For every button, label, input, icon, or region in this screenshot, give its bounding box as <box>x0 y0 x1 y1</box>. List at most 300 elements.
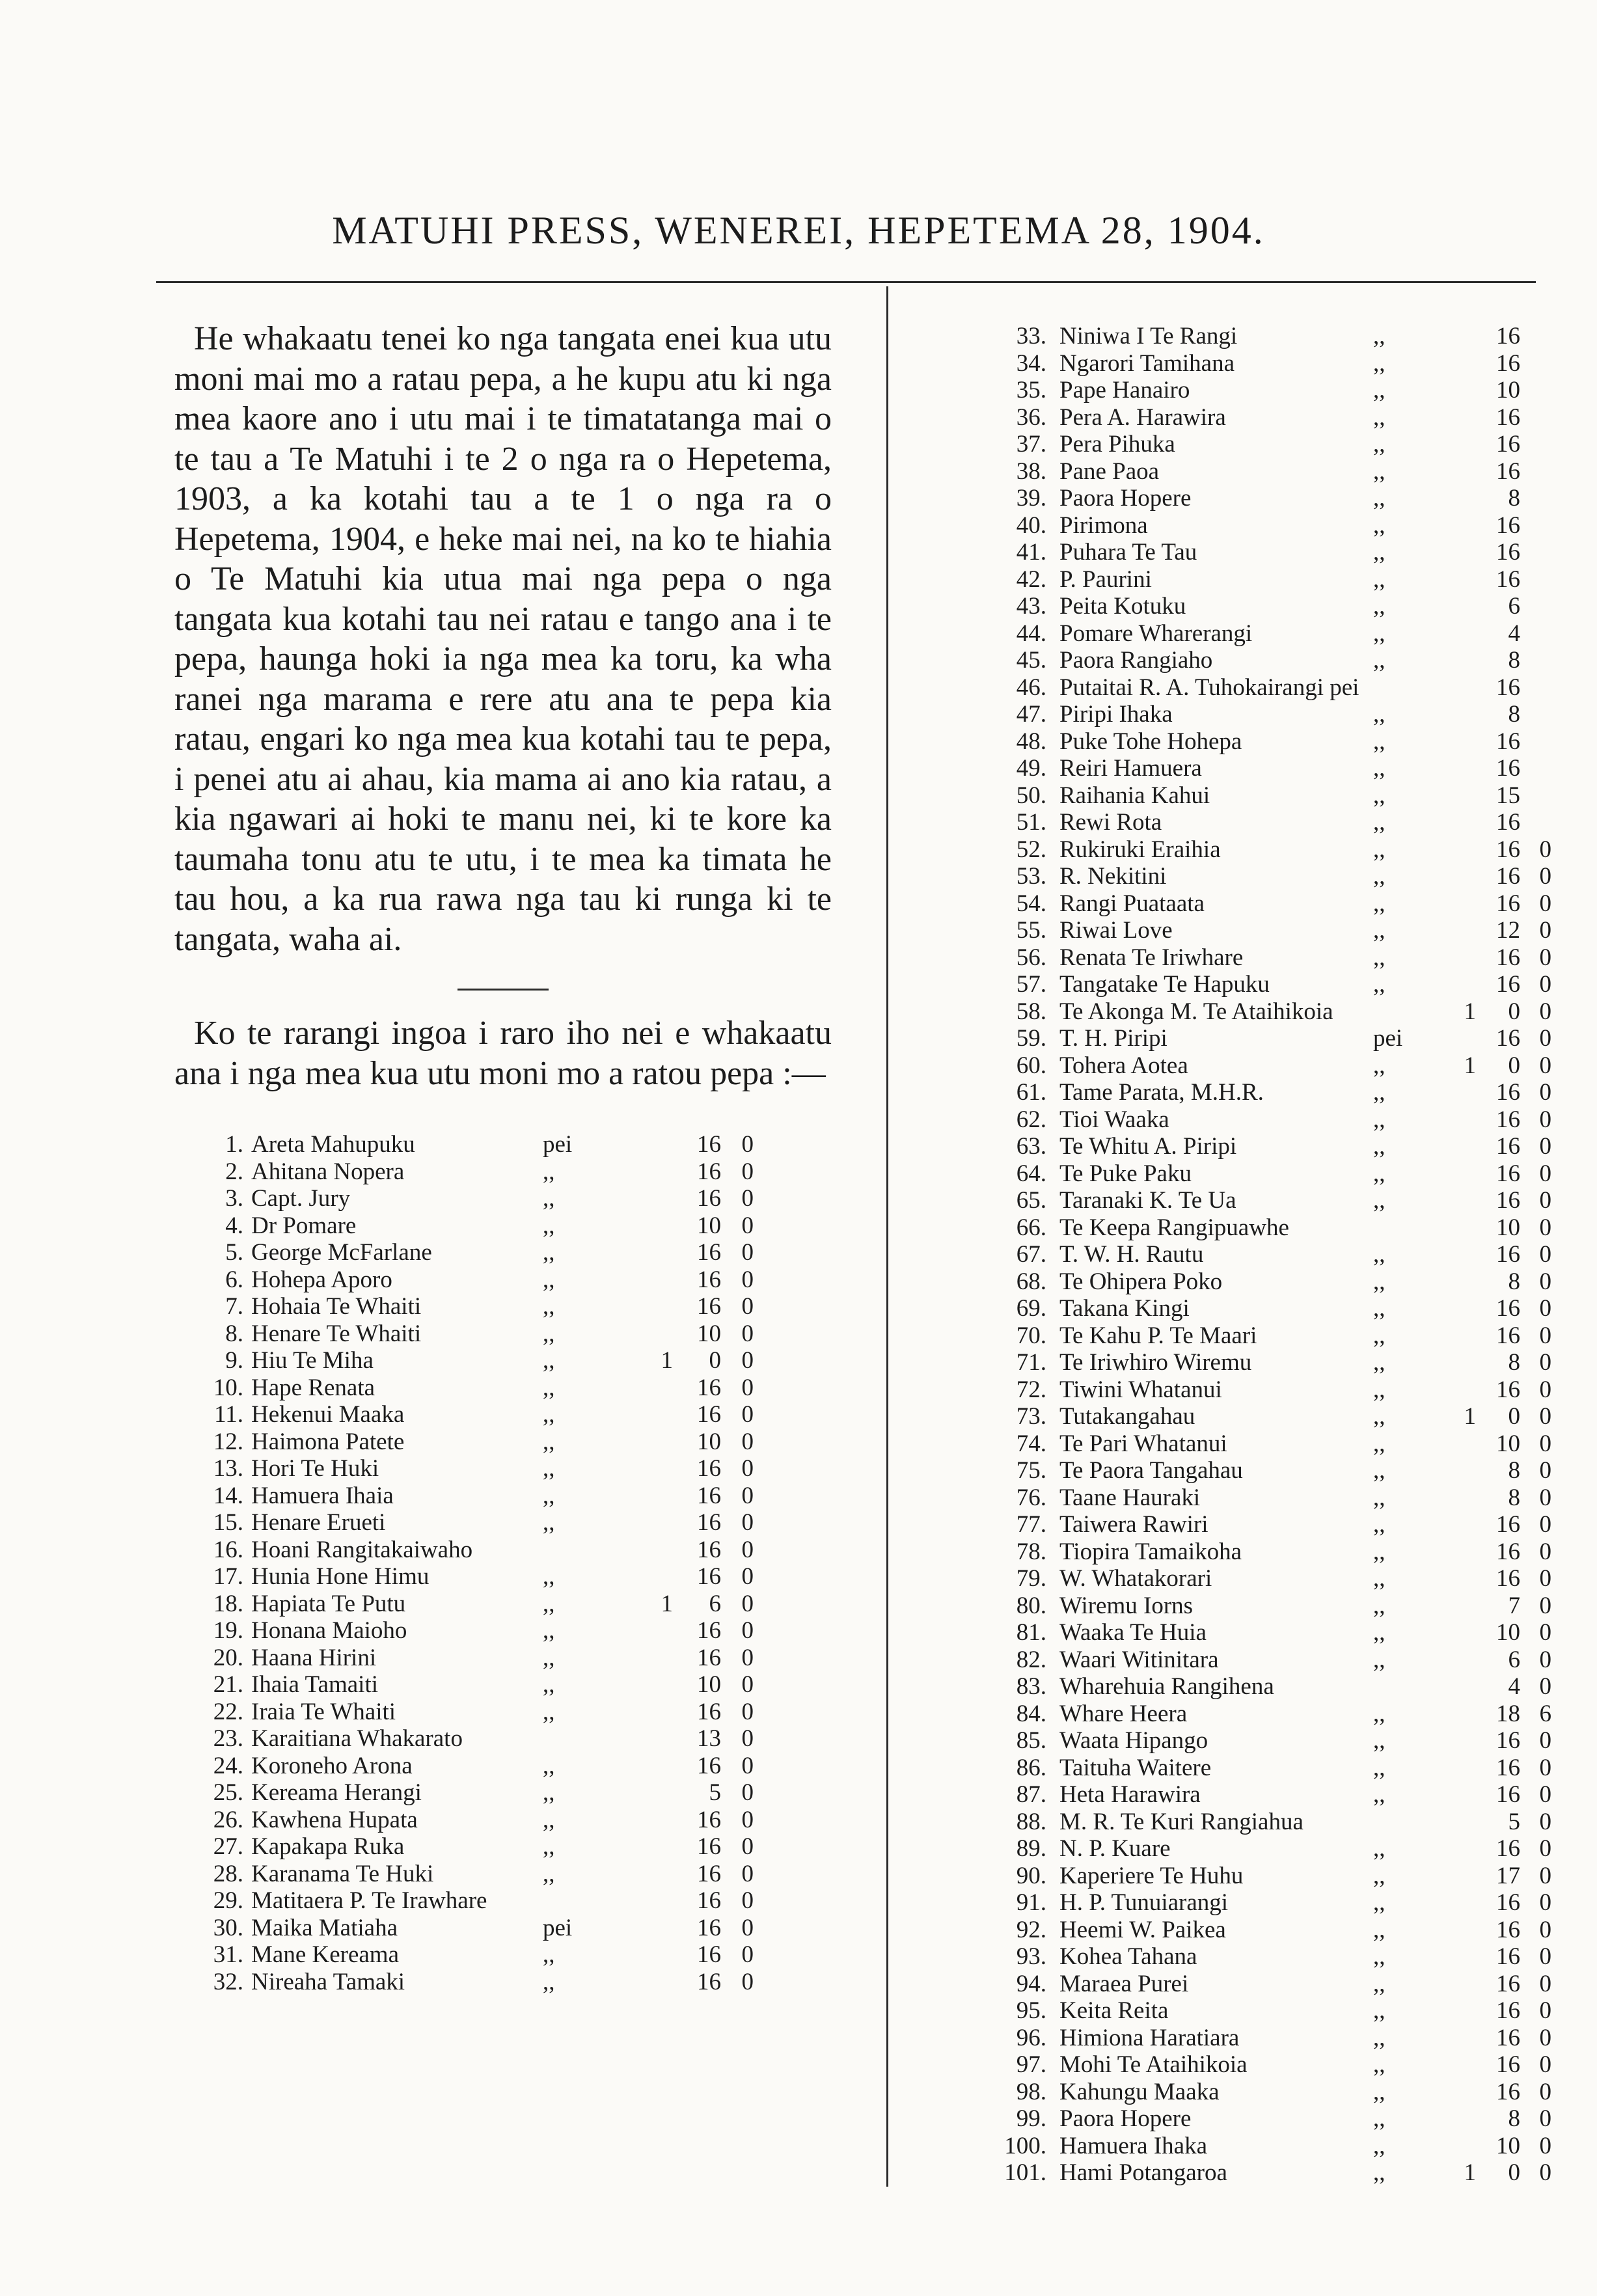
list-item <box>957 1430 1581 1458</box>
entry-number: 81. <box>1016 1619 1046 1646</box>
entry-shillings: 16 <box>697 1293 721 1320</box>
entry-mark: ,, <box>1373 755 1385 782</box>
list-item <box>957 1268 1581 1296</box>
entry-shillings: 16 <box>697 1644 721 1671</box>
entry-number: 54. <box>1016 890 1046 917</box>
entry-shillings: 8 <box>1508 485 1520 512</box>
entry-pence: 0 <box>1539 1349 1551 1376</box>
entry-shillings: 5 <box>1508 1808 1520 1835</box>
entry-mark: ,, <box>1373 1997 1385 2024</box>
entry-shillings: 16 <box>1496 728 1520 755</box>
entry-mark: ,, <box>1373 1241 1385 1268</box>
entry-shillings: 16 <box>1496 890 1520 917</box>
entry-name: Tioi Waaka <box>1059 1106 1169 1133</box>
entry-mark: ,, <box>1373 512 1385 539</box>
entry-shillings: 16 <box>697 1968 721 1995</box>
entry-name: Pera A. Harawira <box>1059 403 1226 431</box>
entry-name: Hape Renata <box>251 1374 375 1401</box>
entry-name: Waari Witinitara <box>1059 1646 1219 1673</box>
list-item <box>174 1915 832 1942</box>
entry-shillings: 16 <box>1496 1565 1520 1592</box>
entry-pence: 0 <box>1539 1025 1551 1052</box>
entry-number: 92. <box>1016 1916 1046 1943</box>
entry-pence: 0 <box>1539 971 1551 998</box>
entry-mark: ,, <box>1373 485 1385 512</box>
entry-pence: 0 <box>1539 1862 1551 1889</box>
entry-mark: ,, <box>1373 2051 1385 2078</box>
entry-pence: 0 <box>1539 1538 1551 1565</box>
entry-mark: ,, <box>1373 1727 1385 1754</box>
column-rule <box>886 286 888 2187</box>
entry-name: Ahitana Nopera <box>251 1158 405 1185</box>
entry-shillings: 16 <box>1496 1889 1520 1916</box>
entry-number: 43. <box>1016 593 1046 620</box>
entry-number: 65. <box>1016 1187 1046 1214</box>
list-item <box>174 1969 832 1996</box>
entry-pence: 0 <box>741 1590 754 1617</box>
entry-mark: ,, <box>1373 2132 1385 2159</box>
list-item <box>957 1295 1581 1322</box>
entry-number: 5. <box>225 1239 243 1266</box>
entry-number: 7. <box>225 1293 243 1320</box>
list-item <box>174 1671 832 1699</box>
entry-number: 56. <box>1016 944 1046 971</box>
entry-pence: 0 <box>1539 2105 1551 2132</box>
entry-pence: 0 <box>741 1158 754 1185</box>
list-item <box>957 1025 1581 1052</box>
entry-mark: ,, <box>1373 1646 1385 1673</box>
entry-number: 59. <box>1016 1025 1046 1052</box>
entry-shillings: 16 <box>1496 323 1520 349</box>
list-item <box>957 809 1581 836</box>
entry-pence: 0 <box>1539 1754 1551 1781</box>
list-item <box>957 944 1581 972</box>
entry-pence: 0 <box>1539 998 1551 1025</box>
entry-pence: 0 <box>1539 1052 1551 1079</box>
entry-pence: 0 <box>741 1320 754 1347</box>
entry-pence: 0 <box>1539 1160 1551 1187</box>
entry-name: Paora Rangiaho <box>1059 647 1213 674</box>
entry-shillings: 10 <box>1496 1214 1520 1241</box>
entry-number: 76. <box>1016 1484 1046 1511</box>
entry-shillings: 8 <box>1508 1268 1520 1295</box>
entry-mark: ,, <box>1373 1889 1385 1916</box>
entry-pence: 0 <box>1539 1322 1551 1349</box>
entry-mark: ,, <box>1373 1322 1385 1349</box>
entry-mark: ,, <box>1373 2105 1385 2132</box>
entry-name: Taiwera Rawiri <box>1059 1511 1208 1538</box>
entry-pence: 0 <box>741 1671 754 1698</box>
entry-number: 51. <box>1016 809 1046 836</box>
list-item <box>957 431 1581 458</box>
entry-name: Kereama Herangi <box>251 1779 422 1806</box>
left-column <box>174 319 832 1995</box>
entry-number: 22. <box>213 1698 243 1725</box>
list-item <box>957 485 1581 512</box>
entry-name: Te Akonga M. Te Ataihikoia <box>1059 998 1333 1025</box>
entry-number: 69. <box>1016 1295 1046 1322</box>
entry-pence: 0 <box>1539 863 1551 890</box>
entry-number: 38. <box>1016 458 1046 485</box>
entry-number: 84. <box>1016 1700 1046 1727</box>
entry-number: 80. <box>1016 1592 1046 1619</box>
list-item <box>957 350 1581 377</box>
entry-number: 49. <box>1016 755 1046 782</box>
entry-shillings: 16 <box>1496 403 1520 431</box>
entry-mark: ,, <box>543 1563 555 1590</box>
entry-shillings: 16 <box>1496 2078 1520 2105</box>
entry-mark: ,, <box>543 1320 555 1347</box>
entry-number: 71. <box>1016 1349 1046 1376</box>
entry-shillings: 8 <box>1508 701 1520 728</box>
list-item <box>174 1537 832 1564</box>
entry-name: Tame Parata, M.H.R. <box>1059 1079 1264 1106</box>
list-item <box>957 593 1581 620</box>
list-item <box>957 1133 1581 1160</box>
entry-pence: 0 <box>741 1833 754 1860</box>
entry-number: 16. <box>213 1536 243 1563</box>
entry-name: Henare Erueti <box>251 1509 386 1536</box>
entry-number: 90. <box>1016 1862 1046 1889</box>
entry-shillings: 16 <box>697 1563 721 1590</box>
entry-number: 45. <box>1016 647 1046 674</box>
entry-name: H. P. Tunuiarangi <box>1059 1889 1229 1916</box>
entry-shillings: 16 <box>1496 2051 1520 2078</box>
entry-name: Heemi W. Paikea <box>1059 1916 1226 1943</box>
entry-name: Puhara Te Tau <box>1059 539 1197 566</box>
entry-name: Pomare Wharerangi <box>1059 620 1253 647</box>
list-item <box>174 1509 832 1537</box>
entry-pence: 0 <box>1539 1835 1551 1862</box>
entry-shillings: 16 <box>1496 2024 1520 2051</box>
list-item <box>957 674 1581 702</box>
entry-pence: 0 <box>1539 1403 1551 1430</box>
entry-shillings: 16 <box>697 1455 721 1482</box>
entry-pence: 0 <box>1539 1214 1551 1241</box>
entry-shillings: 16 <box>697 1860 721 1887</box>
entry-shillings: 16 <box>697 1833 721 1860</box>
entry-shillings: 16 <box>1496 539 1520 566</box>
list-item <box>957 782 1581 810</box>
entry-shillings: 0 <box>1508 998 1520 1025</box>
entry-mark: ,, <box>543 1833 555 1860</box>
entry-name: Te Whitu A. Piripi <box>1059 1133 1237 1160</box>
entry-pence: 0 <box>1539 1295 1551 1322</box>
entry-number: 75. <box>1016 1457 1046 1484</box>
list-item <box>957 1971 1581 1998</box>
list-item <box>174 1563 832 1591</box>
entry-number: 11. <box>214 1401 243 1428</box>
entry-mark: ,, <box>543 1239 555 1266</box>
entry-mark: pei <box>543 1131 573 1158</box>
list-item <box>957 2079 1581 2106</box>
entry-number: 25. <box>213 1779 243 1806</box>
entry-name: Tutakangahau <box>1059 1403 1195 1430</box>
entry-name: Kahungu Maaka <box>1059 2078 1220 2105</box>
entry-pence: 0 <box>1539 1916 1551 1943</box>
list-item <box>957 1889 1581 1917</box>
list-item <box>957 1187 1581 1214</box>
entry-number: 29. <box>213 1887 243 1914</box>
entry-mark: ,, <box>543 1401 555 1428</box>
entry-pence: 0 <box>1539 2078 1551 2105</box>
entry-shillings: 5 <box>709 1779 721 1806</box>
entry-name: Kapakapa Ruka <box>251 1833 405 1860</box>
entry-pounds: 1 <box>1464 1052 1476 1079</box>
list-item <box>957 863 1581 890</box>
entry-mark: ,, <box>543 1158 555 1185</box>
entry-pence: 0 <box>1539 917 1551 944</box>
list-item <box>957 1673 1581 1701</box>
entry-number: 24. <box>213 1752 243 1779</box>
entry-pence: 0 <box>741 1239 754 1266</box>
entry-mark: ,, <box>543 1347 555 1374</box>
entry-shillings: 16 <box>697 1266 721 1293</box>
entry-shillings: 16 <box>1496 1295 1520 1322</box>
list-item <box>957 1701 1581 1728</box>
list-item <box>174 1483 832 1510</box>
entry-mark: ,, <box>543 1860 555 1887</box>
entry-pence: 0 <box>741 1509 754 1536</box>
entry-mark: ,, <box>1373 1268 1385 1295</box>
entry-mark: ,, <box>1373 1700 1385 1727</box>
entry-number: 73. <box>1016 1403 1046 1430</box>
entry-pence: 0 <box>1539 1970 1551 1997</box>
entry-mark: ,, <box>1373 890 1385 917</box>
entry-name: Taane Hauraki <box>1059 1484 1201 1511</box>
entry-number: 94. <box>1016 1970 1046 1997</box>
entry-number: 46. <box>1016 674 1046 701</box>
entry-pence: 0 <box>1539 1106 1551 1133</box>
list-item <box>957 1349 1581 1376</box>
entry-pounds: 1 <box>1464 998 1476 1025</box>
entry-name: Henare Te Whaiti <box>251 1320 422 1347</box>
entry-shillings: 16 <box>1496 1943 1520 1970</box>
entry-mark: ,, <box>1373 863 1385 890</box>
list-item <box>174 1887 832 1915</box>
entry-number: 70. <box>1016 1322 1046 1349</box>
entry-mark: ,, <box>543 1617 555 1644</box>
entry-shillings: 10 <box>1496 1619 1520 1646</box>
entry-mark: ,, <box>1373 1403 1385 1430</box>
entry-shillings: 10 <box>1496 1430 1520 1457</box>
entry-shillings: 16 <box>697 1752 721 1779</box>
entry-name: Pane Paoa <box>1059 458 1160 485</box>
entry-mark: ,, <box>1373 1592 1385 1619</box>
entry-name: Nireaha Tamaki <box>251 1968 405 1995</box>
entry-shillings: 8 <box>1508 1349 1520 1376</box>
entry-mark: ,, <box>1373 1862 1385 1889</box>
entry-pence: 0 <box>741 1185 754 1212</box>
entry-mark: pei <box>1373 1025 1403 1052</box>
entry-name: George McFarlane <box>251 1239 432 1266</box>
list-item <box>957 323 1581 350</box>
entry-name: Tangatake Te Hapuku <box>1059 971 1270 998</box>
entry-mark: ,, <box>1373 1970 1385 1997</box>
entry-pence: 0 <box>1539 836 1551 863</box>
entry-pence: 0 <box>741 1212 754 1239</box>
entry-shillings: 16 <box>697 1374 721 1401</box>
list-item <box>957 971 1581 998</box>
entry-mark: ,, <box>1373 1106 1385 1133</box>
entry-pence: 0 <box>741 1725 754 1752</box>
entry-shillings: 16 <box>1496 512 1520 539</box>
entry-number: 39. <box>1016 485 1046 512</box>
entry-number: 28. <box>213 1860 243 1887</box>
entry-shillings: 6 <box>709 1590 721 1617</box>
entry-shillings: 16 <box>1496 1160 1520 1187</box>
entry-number: 55. <box>1016 917 1046 944</box>
section-divider <box>457 989 549 991</box>
entry-mark: ,, <box>1373 971 1385 998</box>
entry-name: Wharehuia Rangihena <box>1059 1673 1274 1700</box>
list-item <box>957 917 1581 944</box>
entry-pence: 0 <box>1539 2159 1551 2186</box>
entry-shillings: 16 <box>1496 1754 1520 1781</box>
list-item <box>174 1941 832 1969</box>
entry-number: 79. <box>1016 1565 1046 1592</box>
entry-pence: 0 <box>741 1806 754 1833</box>
list-item <box>957 1484 1581 1512</box>
entry-number: 82. <box>1016 1646 1046 1673</box>
entry-number: 52. <box>1016 836 1046 863</box>
entry-pence: 0 <box>1539 1997 1551 2024</box>
entry-pence: 6 <box>1539 1700 1551 1727</box>
entry-mark: ,, <box>1373 2078 1385 2105</box>
entry-name: Karanama Te Huki <box>251 1860 434 1887</box>
entry-number: 23. <box>213 1725 243 1752</box>
entry-name: Rangi Puataata <box>1059 890 1205 917</box>
entry-shillings: 10 <box>697 1320 721 1347</box>
entry-mark: ,, <box>543 1752 555 1779</box>
entry-pence: 0 <box>1539 1889 1551 1916</box>
entry-name: Hapiata Te Putu <box>251 1590 406 1617</box>
entry-number: 95. <box>1016 1997 1046 2024</box>
list-intro: Ko te rarangi ingoa i raro iho nei e whakaatu ana i nga mea kua utu moni mo a ratou pepa :— <box>174 1015 832 1092</box>
entry-shillings: 16 <box>697 1185 721 1212</box>
entry-pounds: 1 <box>661 1590 673 1617</box>
entry-pence: 0 <box>741 1914 754 1941</box>
entry-name: Areta Mahupuku <box>251 1131 415 1158</box>
list-item <box>957 620 1581 648</box>
list-item <box>957 1781 1581 1809</box>
entry-name: Karaitiana Whakarato <box>251 1725 463 1752</box>
entry-number: 44. <box>1016 620 1046 647</box>
entry-number: 78. <box>1016 1538 1046 1565</box>
header-rule <box>156 281 1536 283</box>
entry-pence: 0 <box>1539 1511 1551 1538</box>
entry-number: 97. <box>1016 2051 1046 2078</box>
entry-shillings: 16 <box>1496 1025 1520 1052</box>
entry-mark: ,, <box>543 1644 555 1671</box>
entry-number: 83. <box>1016 1673 1046 1700</box>
entry-mark: ,, <box>1373 836 1385 863</box>
entry-mark: ,, <box>543 1266 555 1293</box>
list-item <box>174 1293 832 1320</box>
entry-name: R. Nekitini <box>1059 863 1167 890</box>
entry-shillings: 16 <box>1496 674 1520 701</box>
entry-name: Iraia Te Whaiti <box>251 1698 396 1725</box>
list-item <box>174 1185 832 1212</box>
entry-pence: 0 <box>741 1644 754 1671</box>
entry-number: 33. <box>1016 323 1046 349</box>
entry-shillings: 16 <box>1496 1970 1520 1997</box>
entry-number: 13. <box>213 1455 243 1482</box>
entry-mark: ,, <box>1373 2159 1385 2186</box>
entry-mark: ,, <box>1373 323 1385 349</box>
entry-shillings: 16 <box>697 1509 721 1536</box>
list-item <box>957 2105 1581 2133</box>
entry-pence: 0 <box>1539 1646 1551 1673</box>
entry-number: 66. <box>1016 1214 1046 1241</box>
entry-pence: 0 <box>741 1401 754 1428</box>
entry-shillings: 16 <box>697 1239 721 1266</box>
entry-mark: ,, <box>1373 647 1385 674</box>
list-item <box>174 1753 832 1780</box>
entry-name: Keita Reita <box>1059 1997 1169 2024</box>
entry-name: Hohepa Aporo <box>251 1266 392 1293</box>
entry-pence: 0 <box>1539 1808 1551 1835</box>
entry-mark: ,, <box>1373 1295 1385 1322</box>
entry-shillings: 16 <box>1496 1106 1520 1133</box>
entry-shillings: 16 <box>1496 1997 1520 2024</box>
entry-mark: ,, <box>1373 782 1385 809</box>
entry-number: 53. <box>1016 863 1046 890</box>
entry-pence: 0 <box>1539 1565 1551 1592</box>
entry-shillings: 12 <box>1496 917 1520 944</box>
entry-shillings: 18 <box>1496 1700 1520 1727</box>
entry-number: 10. <box>213 1374 243 1401</box>
entry-number: 19. <box>213 1617 243 1644</box>
entry-number: 101. <box>1004 2159 1046 2186</box>
entry-shillings: 16 <box>1496 755 1520 782</box>
entry-number: 20. <box>213 1644 243 1671</box>
list-item <box>174 1239 832 1266</box>
entry-number: 58. <box>1016 998 1046 1025</box>
list-item <box>957 728 1581 756</box>
list-item <box>174 1591 832 1618</box>
entry-mark: ,, <box>1373 1349 1385 1376</box>
entry-shillings: 4 <box>1508 620 1520 647</box>
entry-pence: 0 <box>1539 1133 1551 1160</box>
entry-shillings: 16 <box>1496 1727 1520 1754</box>
entry-number: 60. <box>1016 1052 1046 1079</box>
entry-mark: ,, <box>1373 1916 1385 1943</box>
entry-pence: 0 <box>1539 1079 1551 1106</box>
list-item <box>957 404 1581 431</box>
list-item <box>174 1320 832 1348</box>
entry-pence: 0 <box>741 1455 754 1482</box>
entry-mark: ,, <box>1373 2024 1385 2051</box>
entry-pence: 0 <box>741 1266 754 1293</box>
list-item <box>174 1347 832 1374</box>
entry-name: Reiri Hamuera <box>1059 755 1202 782</box>
entry-mark: ,, <box>1373 593 1385 620</box>
entry-mark: ,, <box>1373 377 1385 403</box>
entry-name: Hori Te Huki <box>251 1455 379 1482</box>
entry-number: 32. <box>213 1968 243 1995</box>
entry-shillings: 16 <box>697 1401 721 1428</box>
entry-mark: ,, <box>543 1212 555 1239</box>
entry-number: 98. <box>1016 2078 1046 2105</box>
entry-name: Te Ohipera Poko <box>1059 1268 1223 1295</box>
list-item <box>174 1158 832 1186</box>
list-item <box>957 1079 1581 1106</box>
entry-number: 57. <box>1016 971 1046 998</box>
list-item <box>957 1727 1581 1755</box>
entry-mark: ,, <box>1373 1754 1385 1781</box>
right-entries <box>957 323 1581 2187</box>
